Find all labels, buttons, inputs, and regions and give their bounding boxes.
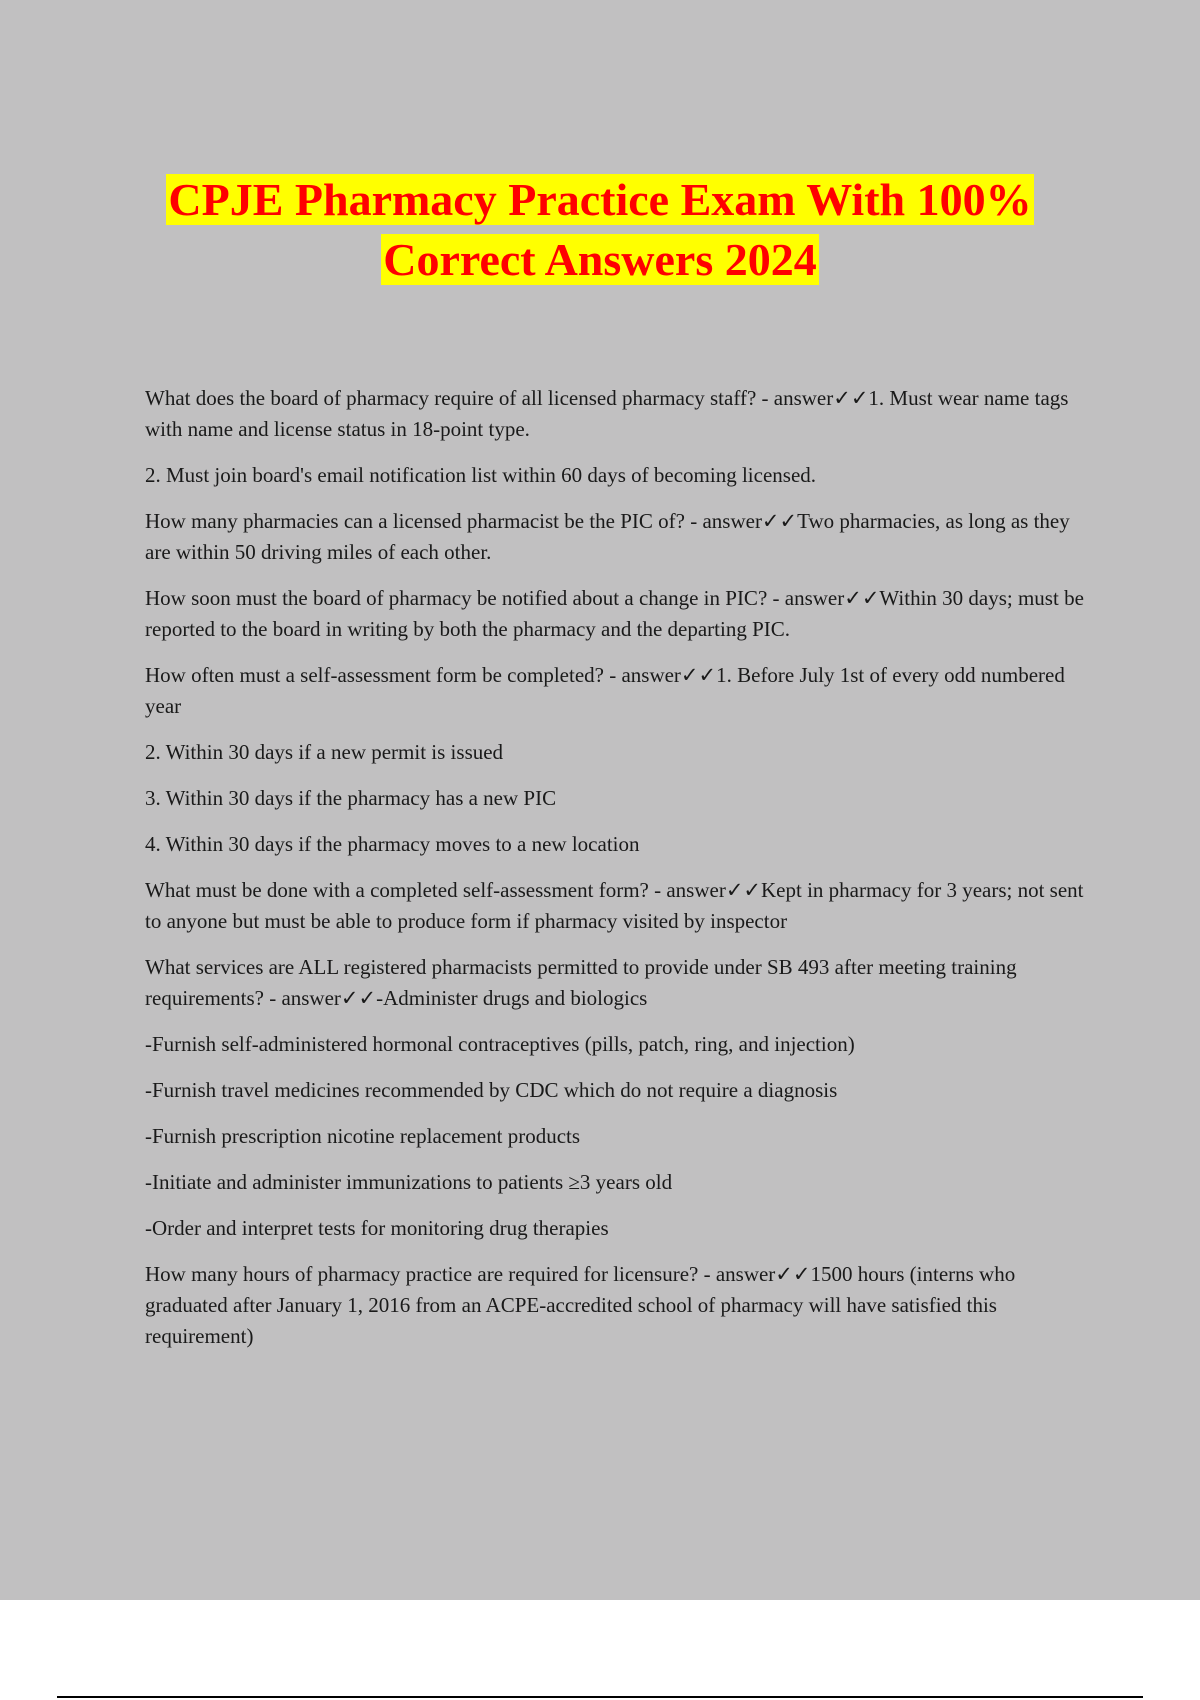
paragraph: 2. Within 30 days if a new permit is issued bbox=[145, 740, 504, 764]
paragraph: -Furnish prescription nicotine replacement products bbox=[145, 1124, 581, 1148]
paragraph: How soon must the board of pharmacy be notified about a change in PIC? - answer✓✓Within 30 days; must be reported to the board in writing by both the pharmacy and the departing PIC. bbox=[145, 586, 1084, 641]
paragraph: How often must a self-assessment form be completed? - answer✓✓1. Before July 1st of every odd numbered year bbox=[145, 663, 1065, 718]
title-line-2: Correct Answers 2024 bbox=[383, 234, 817, 285]
paragraph: -Furnish travel medicines recommended by CDC which do not require a diagnosis bbox=[145, 1078, 838, 1102]
title-line-1: CPJE Pharmacy Practice Exam With 100% bbox=[168, 174, 1032, 225]
paragraph: What services are ALL registered pharmacists permitted to provide under SB 493 after meeting training requirements? - answer✓✓-Administer drugs and biologics bbox=[145, 955, 1017, 1010]
paragraph: 2. Must join board's email notification list within 60 days of becoming licensed. bbox=[145, 463, 817, 487]
paragraph: -Furnish self-administered hormonal contraceptives (pills, patch, ring, and injection) bbox=[145, 1032, 855, 1056]
paragraph: How many pharmacies can a licensed pharmacist be the PIC of? - answer✓✓Two pharmacies, as long as they are within 50 driving miles of each other. bbox=[145, 509, 1070, 564]
document-title bbox=[0, 170, 1200, 290]
paragraph: What does the board of pharmacy require of all licensed pharmacy staff? - answer✓✓1. Must wear name tags with name and license status in 18-point type. bbox=[145, 386, 1069, 441]
paragraph: -Initiate and administer immunizations to patients ≥3 years old bbox=[145, 1170, 673, 1194]
paragraph: -Order and interpret tests for monitoring drug therapies bbox=[145, 1216, 609, 1240]
paragraph: How many hours of pharmacy practice are required for licensure? - answer✓✓1500 hours (interns who graduated after January 1, 2016 from an ACPE-accredited school of pharmacy will have satisfied this requirement) bbox=[145, 1262, 1016, 1348]
paragraph: 3. Within 30 days if the pharmacy has a new PIC bbox=[145, 786, 557, 810]
paragraph: What must be done with a completed self-assessment form? - answer✓✓Kept in pharmacy for 3 years; not sent to anyone but must be able to produce form if pharmacy visited by inspector bbox=[145, 878, 1084, 933]
paragraph: 4. Within 30 days if the pharmacy moves to a new location bbox=[145, 832, 640, 856]
document-body bbox=[145, 383, 1095, 1367]
divider bbox=[57, 1696, 1143, 1698]
